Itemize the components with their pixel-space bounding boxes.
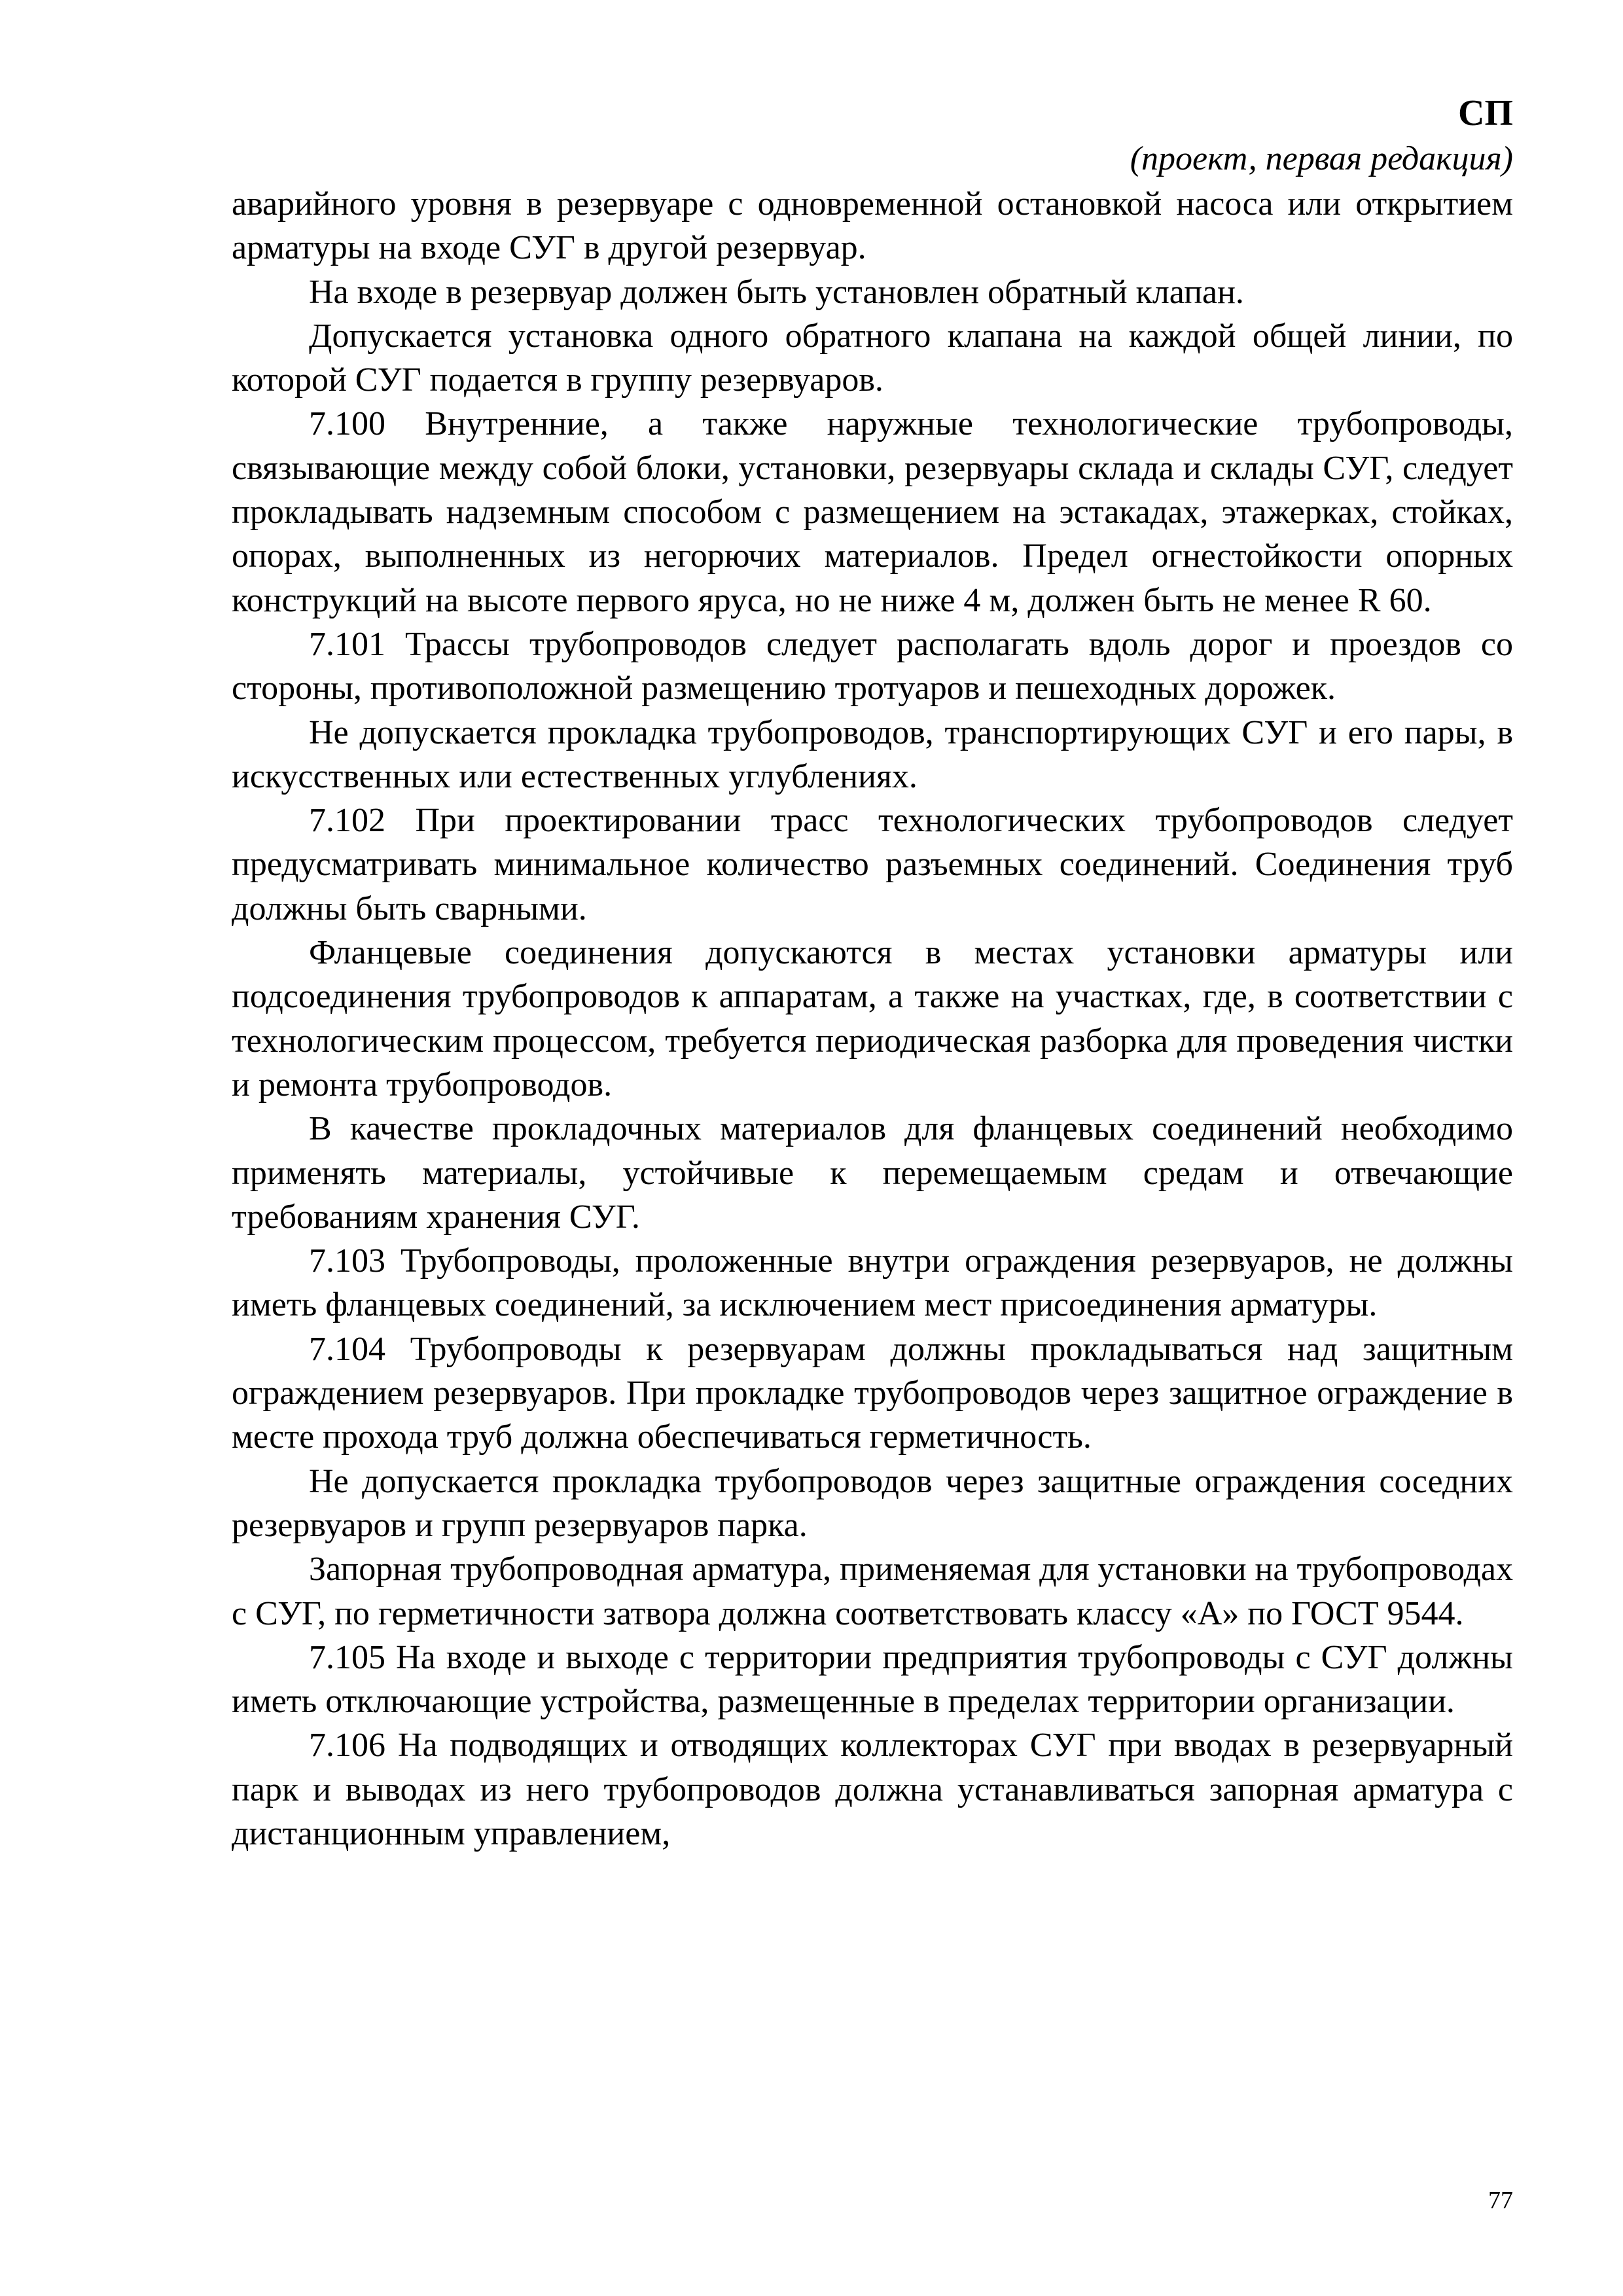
paragraph: Допускается установка одного обратного клапана на каждой общей линии, по которой СУГ подается в группу резервуаров. — [232, 317, 1513, 399]
paragraph-7-103: 7.103 Трубопроводы, проложенные внутри ограждения резервуаров, не должны иметь фланцевых соединений, за исключением мест присоединения арматуры. — [232, 1242, 1513, 1324]
document-body — [232, 182, 1513, 1856]
paragraph: Фланцевые соединения допускаются в местах установки арматуры или подсоединения трубопроводов к аппаратам, а также на участках, где, в соответствии с технологическим процессом, требуется периодическая разборка для проведения чистки и ремонта трубопроводов. — [232, 934, 1513, 1103]
paragraph-7-105: 7.105 На входе и выходе с территории предприятия трубопроводы с СУГ должны иметь отключающие устройства, размещенные в пределах территории организации. — [232, 1638, 1513, 1721]
paragraph: Не допускается прокладка трубопроводов, транспортирующих СУГ и его пары, в искусственных или естественных углублениях. — [232, 713, 1513, 795]
page-number: 77 — [1488, 2187, 1513, 2214]
paragraph: На входе в резервуар должен быть установлен обратный клапан. — [309, 273, 1244, 311]
paragraph: Запорная трубопроводная арматура, применяемая для установки на трубопроводах с СУГ, по герметичности затвора должна соответствовать классу «А» по ГОСТ 9544. — [232, 1551, 1513, 1632]
paragraph: В качестве прокладочных материалов для фланцевых соединений необходимо применять материалы, устойчивые к перемещаемым средам и отвечающие требованиям хранения СУГ. — [232, 1110, 1513, 1236]
paragraph-continued: аварийного уровня в резервуаре с одновременной остановкой насоса или открытием арматуры на входе СУГ в другой резервуар. — [232, 185, 1513, 267]
document-edition: (проект, первая редакция) — [1130, 140, 1513, 177]
paragraph: Не допускается прокладка трубопроводов через защитные ограждения соседних резервуаров и групп резервуаров парка. — [232, 1462, 1513, 1544]
paragraph-7-101: 7.101 Трассы трубопроводов следует располагать вдоль дорог и проездов со стороны, противоположной размещению тротуаров и пешеходных дорожек. — [232, 625, 1513, 708]
paragraph-7-102: 7.102 При проектировании трасс технологических трубопроводов следует предусматривать минимальное количество разъемных соединений. Соединения труб должны быть сварными. — [232, 802, 1513, 927]
paragraph-7-100: 7.100 Внутренние, а также наружные технологические трубопроводы, связывающие между собой блоки, установки, резервуары склада и склады СУГ, следует прокладывать надземным способом с размещением на эстакадах, этажерках, стойках, опорах, выполненных из негорючих материалов. Предел огнестойкости опорных конструкций на высоте первого яруса, но не ниже 4 м, должен быть не менее R 60. — [232, 405, 1513, 619]
document-code: СП — [1458, 93, 1513, 134]
paragraph-7-106: 7.106 На подводящих и отводящих коллекторах СУГ при вводах в резервуарный парк и выводах из него трубопроводов должна устанавливаться запорная арматура с дистанционным управлением, — [232, 1727, 1513, 1852]
paragraph-7-104: 7.104 Трубопроводы к резервуарам должны прокладываться над защитным ограждением резервуаров. При прокладке трубопроводов через защитное ограждение в месте прохода труб должна обеспечиваться герметичность. — [232, 1330, 1513, 1456]
